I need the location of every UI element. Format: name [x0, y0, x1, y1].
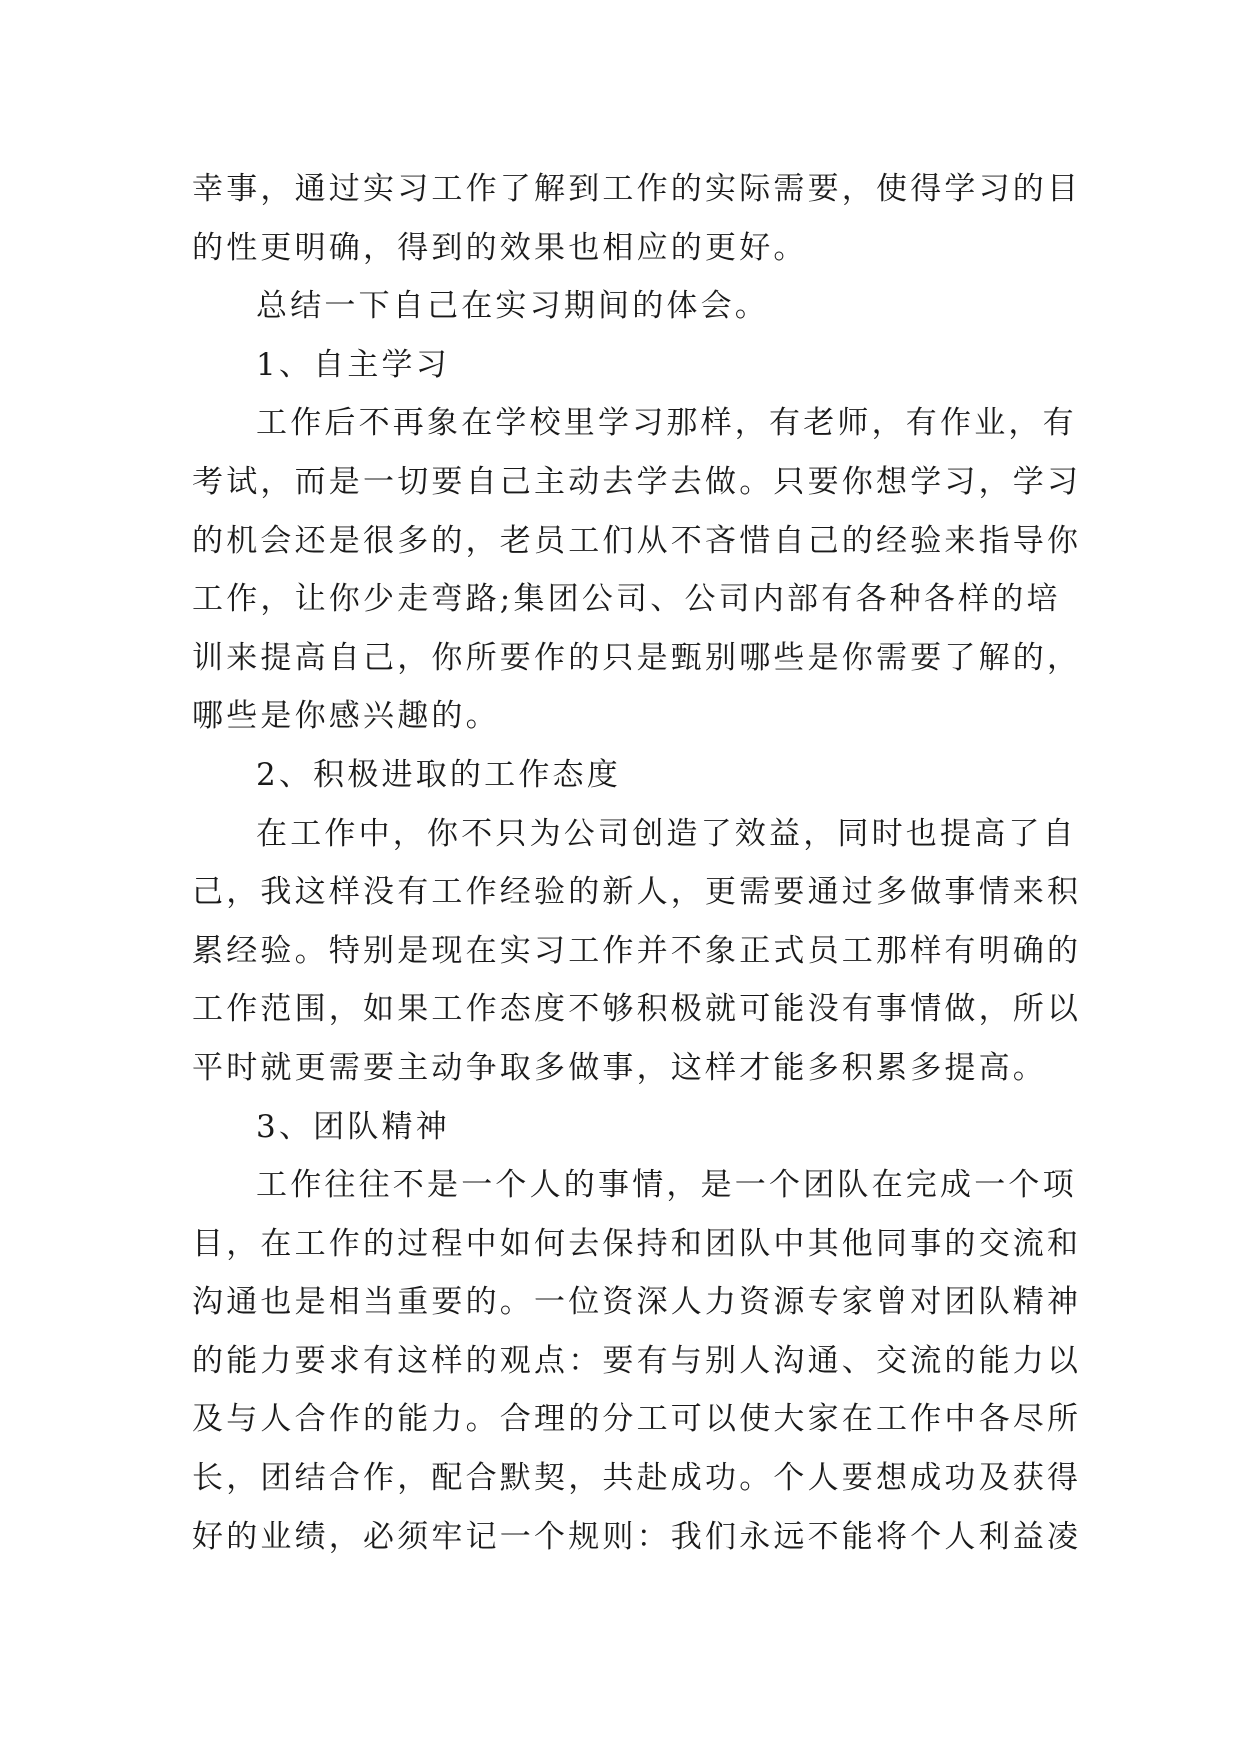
section-heading: 1、自主学习 [256, 346, 450, 383]
text-line: 工作往往不是一个人的事情，是一个团队在完成一个项 [256, 1167, 1077, 1204]
document-body [192, 160, 1082, 1566]
text-line: 训来提高自己，你所要作的只是甄别哪些是你需要了解的， [192, 639, 1082, 676]
text-line: 在工作中，你不只为公司创造了效益，同时也提高了自 [256, 815, 1077, 852]
text-line: 工作后不再象在学校里学习那样，有老师，有作业，有 [256, 405, 1077, 442]
text-line: 好的业绩，必须牢记一个规则：我们永远不能将个人利益凌 [192, 1518, 1082, 1555]
text-line: 总结一下自己在实习期间的体会。 [256, 288, 769, 325]
section-heading: 2、积极进取的工作态度 [256, 756, 621, 793]
text-line: 己，我这样没有工作经验的新人，更需要通过多做事情来积 [192, 874, 1082, 911]
text-line: 的能力要求有这样的观点：要有与别人沟通、交流的能力以 [192, 1342, 1082, 1379]
text-line: 沟通也是相当重要的。一位资深人力资源专家曾对团队精神 [192, 1284, 1082, 1321]
text-line: 幸事，通过实习工作了解到工作的实际需要，使得学习的目 [192, 171, 1082, 207]
text-line: 累经验。特别是现在实习工作并不象正式员工那样有明确的 [192, 932, 1082, 969]
section-heading: 3、团队精神 [256, 1108, 450, 1145]
text-line: 目，在工作的过程中如何去保持和团队中其他同事的交流和 [192, 1225, 1082, 1262]
text-line: 考试，而是一切要自己主动去学去做。只要你想学习，学习 [192, 463, 1082, 500]
text-line: 哪些是你感兴趣的。 [192, 698, 500, 735]
text-line: 长，团结合作，配合默契，共赴成功。个人要想成功及获得 [192, 1460, 1082, 1497]
text-line: 工作范围，如果工作态度不够积极就可能没有事情做，所以 [192, 991, 1082, 1028]
text-line: 的机会还是很多的，老员工们从不吝惜自己的经验来指导你 [192, 522, 1082, 559]
text-line: 平时就更需要主动争取多做事，这样才能多积累多提高。 [192, 1049, 1047, 1086]
text-line: 及与人合作的能力。合理的分工可以使大家在工作中各尽所 [192, 1401, 1082, 1438]
text-line: 工作，让你少走弯路;集团公司、公司内部有各种各样的培 [192, 581, 1061, 618]
text-line: 的性更明确，得到的效果也相应的更好。 [192, 229, 808, 266]
